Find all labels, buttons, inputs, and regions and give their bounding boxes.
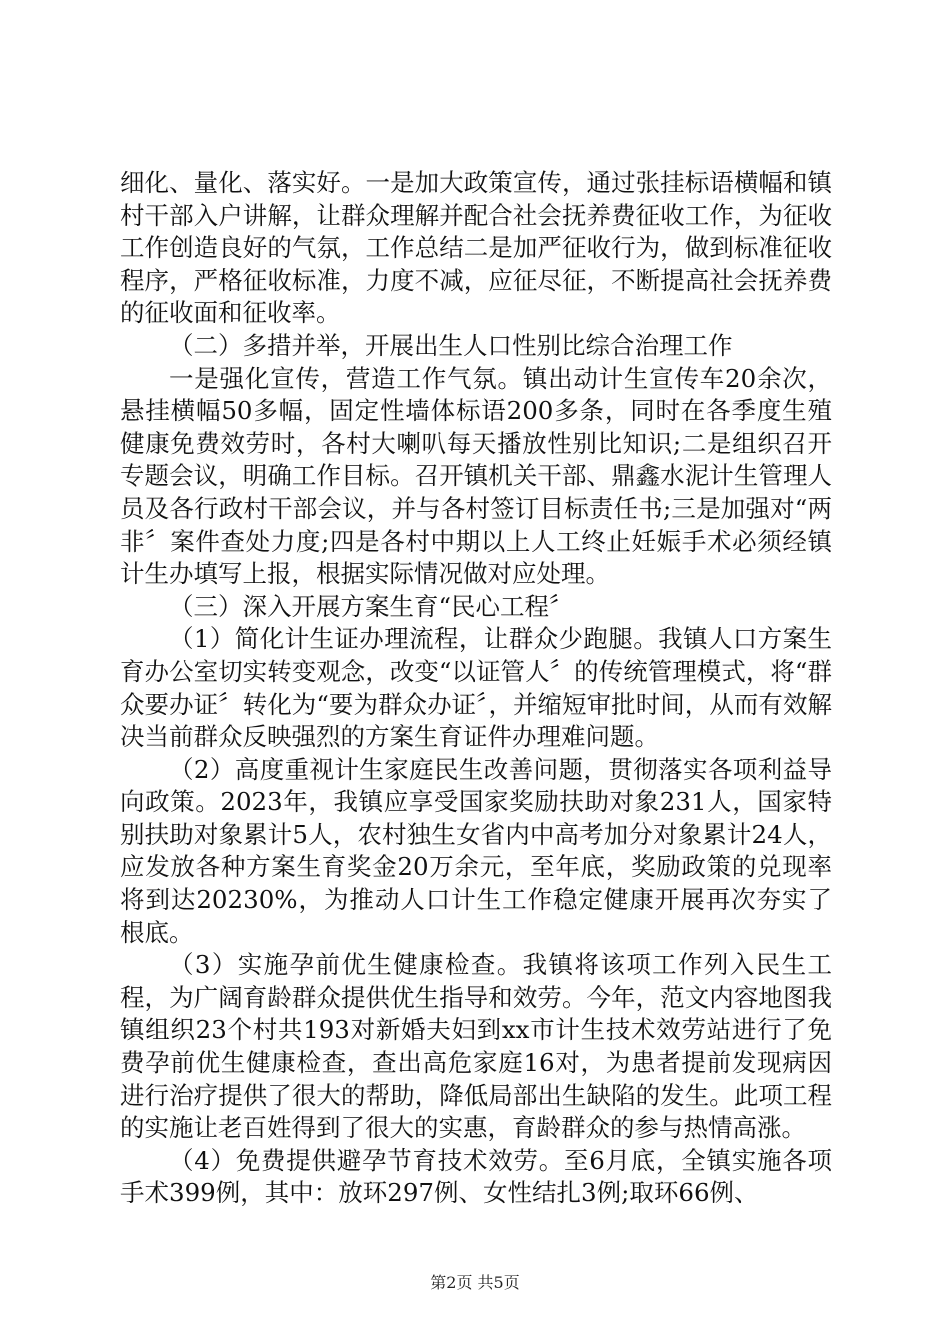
- paragraph-continued: 细化、量化、落实好。一是加大政策宣传，通过张挂标语横幅和镇村干部入户讲解，让群众理解并配合社会抚养费征收工作，为征收工作创造良好的气氛，工作总结二是加严征收行为，做到标准征收程序，严格征收标准，力度不减，应征尽征，不断提高社会抚养费的征收面和征收率。: [120, 168, 832, 328]
- paragraph-item-4: （4）免费提供避孕节育技术效劳。至6月底，全镇实施各项手术399例，其中：放环297例、女性结扎3例;取环66例、: [120, 1145, 832, 1208]
- paragraph-item-1: （1）简化计生证办理流程，让群众少跑腿。我镇人口方案生育办公室切实转变观念，改变“以证管人〞的传统管理模式，将“群众要办证〞转化为“要为群众办证〞，并缩短审批时间，从而有效解决当前群众反映强烈的方案生育证件办理难问题。: [120, 624, 832, 752]
- paragraph-sex-ratio: 一是强化宣传，营造工作气氛。镇出动计生宣传车20余次，悬挂横幅50多幅，固定性墙体标语200多条，同时在各季度生殖健康免费效劳时，各村大喇叭每天播放性别比知识;二是组织召开专题会议，明确工作目标。召开镇机关干部、鼎鑫水泥计生管理人员及各行政村干部会议，并与各村签订目标责任书;三是加强对“两非〞案件查处力度;四是各村中期以上人工终止妊娠手术必须经镇计生办填写上报，根据实际情况做对应处理。: [120, 363, 832, 589]
- section-heading-3: （三）深入开展方案生育“民心工程〞: [169, 591, 574, 621]
- paragraph-item-3: （3）实施孕前优生健康检查。我镇将该项工作列入民生工程，为广阔育龄群众提供优生指导和效劳。今年，范文内容地图我镇组织23个村共193对新婚夫妇到xx市计生技术效劳站进行了免费孕前优生健康检查，查出高危家庭16对，为患者提前发现病因进行治疗提供了很大的帮助，降低局部出生缺陷的发生。此项工程的实施让老百姓得到了很大的实惠，育龄群众的参与热情高涨。: [120, 950, 832, 1143]
- page-number-footer: 第2页 共5页: [430, 1273, 520, 1292]
- document-body: [120, 167, 832, 1210]
- paragraph-item-2: （2）高度重视计生家庭民生改善问题，贯彻落实各项利益导向政策。2023年，我镇应享受国家奖励扶助对象231人，国家特别扶助对象累计5人，农村独生女省内中高考加分对象累计24人，应发放各种方案生育奖金20万余元，至年底，奖励政策的兑现率将到达20230%，为推动人口计生工作稳定健康开展再次夯实了根底。: [120, 754, 832, 947]
- section-heading-2: （二）多措并举，开展出生人口性别比综合治理工作: [169, 330, 733, 360]
